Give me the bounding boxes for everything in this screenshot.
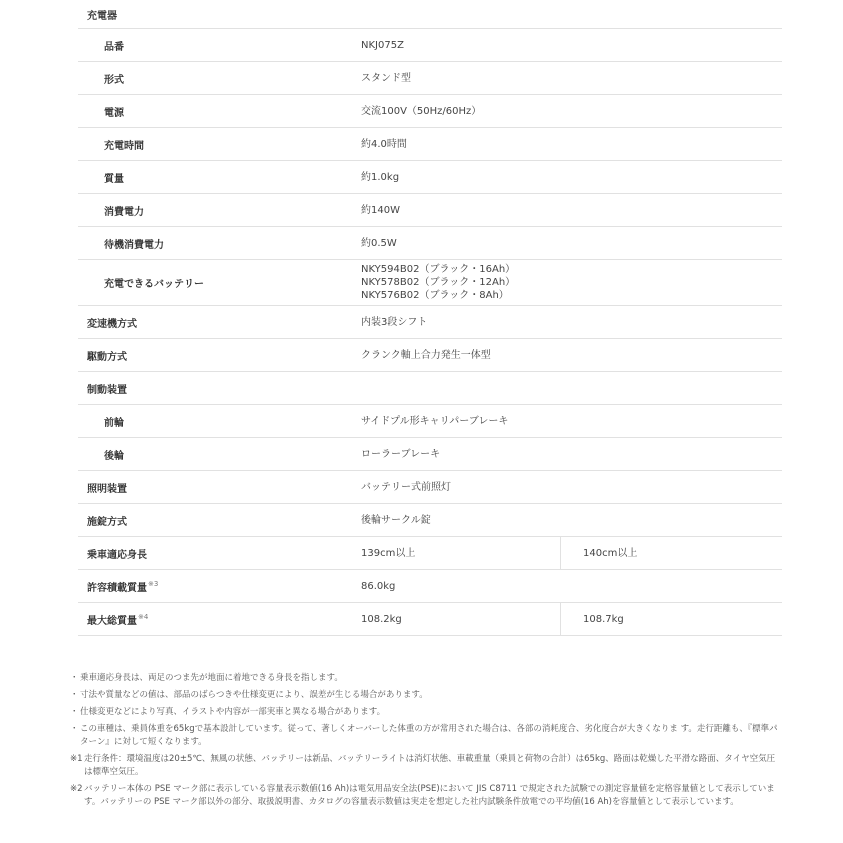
spec-label: 品番 [104, 41, 124, 53]
spec-row [78, 306, 782, 339]
spec-row [78, 339, 782, 372]
spec-label: 最大総質量$^{※4}$ [87, 613, 149, 627]
spec-row [78, 471, 782, 504]
spec-value: バッテリー式前照灯 [361, 481, 451, 493]
note-item [70, 753, 782, 779]
spec-value: スタンド型 [361, 72, 411, 84]
note-marker: ・ [70, 724, 79, 734]
spec-row [78, 161, 782, 194]
note-item [70, 689, 782, 702]
spec-label: 許容積載質量$^{※3}$ [87, 580, 159, 594]
spec-row [78, 372, 782, 405]
note-marker: ・ [70, 707, 79, 717]
spec-value: クランク軸上合力発生一体型 [361, 349, 491, 361]
spec-label: 照明装置 [87, 483, 127, 495]
note-text: 乗車適応身長は、両足のつま先が地面に着地できる身長を指します。 [80, 673, 343, 683]
spec-value: 139cm以上 [361, 547, 416, 559]
note-item [70, 723, 782, 749]
spec-row [78, 570, 782, 603]
note-text: この車種は、乗員体重を65kgで基本設計しています。従って、著しくオーバーした体重の方が常用された場合は、各部の消耗度合、劣化度合が大きくなりま す。走行距離も、『標準パターン』に対して短くなります。 [80, 724, 778, 747]
note-marker: ※1 [70, 754, 83, 764]
spec-label: 消費電力 [104, 206, 144, 218]
spec-value-alt: 140cm以上 [583, 547, 638, 559]
note-text: 仕様変更などにより写真、イラストや内容が一部実車と異なる場合があります。 [80, 707, 386, 717]
note-marker: ※2 [70, 784, 83, 794]
spec-label: 充電時間 [104, 140, 144, 152]
spec-label: 充電器 [87, 10, 117, 22]
spec-label: 後輪 [104, 450, 124, 462]
spec-value: 後輪サークル錠 [361, 514, 431, 526]
spec-row [78, 95, 782, 128]
spec-value: NKY594B02（ブラック・16Ah） NKY578B02（ブラック・12Ah） NKY576B02（ブラック・8Ah） [361, 264, 516, 301]
footnote-marker: ※3 [148, 580, 159, 589]
spec-table [78, 0, 782, 636]
spec-value: サイドプル形キャリパーブレーキ [361, 415, 509, 427]
notes-section [70, 672, 782, 813]
spec-value: ローラーブレーキ [361, 448, 441, 460]
spec-row [78, 260, 782, 306]
spec-value: 約0.5W [361, 237, 397, 249]
spec-row [78, 62, 782, 95]
spec-label: 前輪 [104, 417, 124, 429]
spec-label: 変速機方式 [87, 318, 137, 330]
spec-value: 約1.0kg [361, 171, 400, 183]
spec-label: 待機消費電力 [104, 239, 164, 251]
footnote-marker: ※4 [138, 613, 149, 622]
spec-value: 約4.0時間 [361, 138, 407, 150]
spec-value: NKJ075Z [361, 39, 404, 51]
spec-label: 質量 [104, 173, 124, 185]
note-item [70, 783, 782, 809]
spec-label: 電源 [104, 107, 124, 119]
spec-row [78, 603, 782, 636]
note-marker: ・ [70, 673, 79, 683]
spec-row [78, 227, 782, 260]
spec-value: 86.0kg [361, 580, 396, 592]
spec-row [78, 438, 782, 471]
note-text: バッテリー本体の PSE マーク部に表示している容量表示数値(16 Ah)は電気用品安全法(PSE)において JIS C8711 で規定された試験での測定容量値を定格容量値として表示しています。バッテリーの PSE マーク部以外の部分、取扱説明書、カタログの容量表示数値は実走を想定した社内試験条件放電での平均値(16 Ah)を容量値として表示しています。 [84, 784, 775, 807]
spec-value: 約140W [361, 204, 400, 216]
spec-row [78, 194, 782, 227]
note-text: 走行条件：環境温度は20±5℃、無風の状態、バッテリーは新品、バッテリーライトは消灯状態、車載重量（乗員と荷物の合計）は65kg、路面は乾燥した平滑な路面、タイヤ空気圧は標準空気圧。 [84, 754, 776, 777]
spec-label: 乗車適応身長 [87, 549, 147, 561]
spec-label: 駆動方式 [87, 351, 127, 363]
note-item [70, 706, 782, 719]
spec-value: 内装3段シフト [361, 316, 428, 328]
spec-label: 充電できるバッテリー [104, 279, 204, 290]
note-item [70, 672, 782, 685]
spec-row [78, 504, 782, 537]
spec-value-alt: 108.7kg [583, 613, 624, 625]
spec-row [78, 29, 782, 62]
spec-label: 形式 [104, 74, 124, 86]
column-divider [560, 603, 561, 635]
spec-value: 108.2kg [361, 613, 402, 625]
spec-row [78, 537, 782, 570]
column-divider [560, 537, 561, 569]
spec-row [78, 128, 782, 161]
spec-label: 制動装置 [87, 384, 127, 396]
spec-label: 施錠方式 [87, 516, 127, 528]
spec-value: 交流100V（50Hz/60Hz） [361, 105, 482, 117]
note-marker: ・ [70, 690, 79, 700]
note-text: 寸法や質量などの値は、部品のばらつきや仕様変更により、誤差が生じる場合があります。 [80, 690, 428, 700]
spec-row [78, 0, 782, 29]
spec-row [78, 405, 782, 438]
